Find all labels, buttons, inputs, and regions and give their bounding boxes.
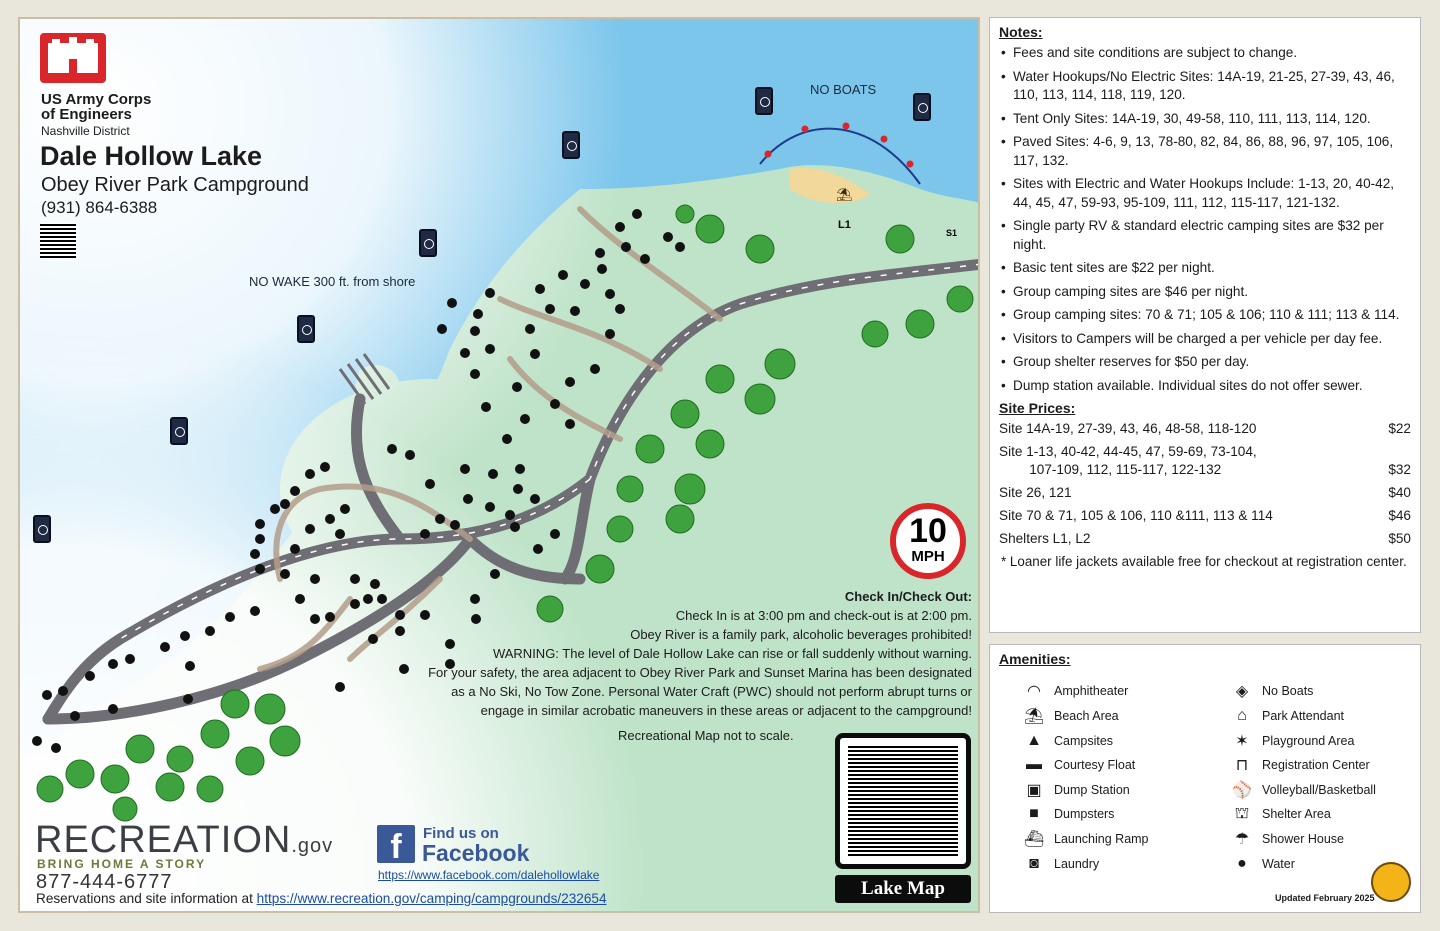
price-label: Site 14A-19, 27-39, 43, 46, 48-58, 118-120: [999, 421, 1257, 436]
note-item: • Tent Only Sites: 14A-19, 30, 49-58, 110, 111, 113, 114, 120.: [999, 110, 1411, 129]
notes-list: [999, 44, 1411, 395]
amenity-label: Playground Area: [1262, 734, 1355, 748]
amenity-item: [1014, 706, 1119, 726]
info-line: Obey River is a family park, alcoholic beverages prohibited!: [630, 627, 972, 642]
playground-icon: ✶: [1235, 733, 1249, 750]
speed-limit-number: 10: [909, 512, 947, 550]
amenity-item: [1014, 755, 1135, 775]
amenity-item: [1014, 681, 1128, 701]
amenity-label: Amphitheater: [1054, 684, 1129, 698]
speed-limit-unit: MPH: [911, 548, 945, 565]
rec-phone: 877-444-6777: [36, 871, 173, 893]
note-item: • Single party RV & standard electric camping sites are $32 per night.: [999, 217, 1411, 254]
amenity-item: [1222, 681, 1313, 701]
note-item: • Visitors to Campers will be charged a per vehicle per day fee.: [999, 330, 1411, 349]
note-item: • Basic tent sites are $22 per night.: [999, 259, 1411, 278]
campground-map: [18, 17, 980, 913]
facebook-icon[interactable]: f: [377, 825, 415, 863]
facebook-name: Facebook: [422, 840, 530, 866]
note-item: • Group camping sites: 70 & 71; 105 & 106; 110 & 111; 113 & 114.: [999, 306, 1411, 325]
shelter-s1-label[interactable]: S1: [946, 228, 958, 238]
price-value: $22: [1388, 421, 1411, 436]
no-wake-buoy-icon: [562, 131, 580, 159]
amenity-label: No Boats: [1262, 684, 1314, 698]
no-boats-buoy-icon: [755, 87, 773, 115]
info-block: [412, 587, 972, 720]
no-wake-buoy-icon: [33, 515, 51, 543]
amenity-label: Campsites: [1054, 734, 1114, 748]
shower-icon: ☂: [1234, 831, 1250, 848]
shelter-icon: ⛫: [1234, 805, 1250, 822]
amenity-label: Volleyball/Basketball: [1262, 783, 1376, 797]
amenity-item: [1222, 706, 1344, 726]
shelter-l1-label[interactable]: L1: [838, 219, 851, 231]
amenity-label: Dumpsters: [1054, 807, 1115, 821]
info-line: Check In is at 3:00 pm and check-out is at 2:00 pm.: [675, 608, 972, 623]
campground-title: Obey River Park Campground: [41, 174, 309, 196]
note-item: • Water Hookups/No Electric Sites: 14A-19, 21-25, 27-39, 43, 46, 110, 113, 114, 118, 119, 120.: [999, 68, 1411, 105]
prices-heading: Site Prices:: [999, 400, 1076, 416]
amenity-label: Courtesy Float: [1054, 758, 1136, 772]
volleyball-icon: ⚾: [1232, 782, 1252, 799]
park-attendant-icon: ⌂: [1237, 707, 1247, 724]
price-row: [999, 443, 1411, 479]
corps-badge-icon: [1371, 862, 1411, 902]
no-boats-buoy-icon: [913, 93, 931, 121]
usace-logo: [40, 33, 106, 83]
no-wake-buoy-icon: [170, 417, 188, 445]
note-item: • Group shelter reserves for $50 per day.: [999, 353, 1411, 372]
price-label: Site 70 & 71, 105 & 106, 110 &111, 113 & 114: [999, 508, 1273, 523]
launching-ramp-icon: ⛴: [1023, 831, 1045, 848]
amenity-item: [1014, 804, 1114, 824]
amenity-label: Shelter Area: [1262, 807, 1331, 821]
speed-limit-sign: [890, 503, 966, 579]
no-boats-label: NO BOATS: [810, 82, 877, 97]
campground-phone: (931) 864-6388: [41, 198, 158, 217]
beach-icon[interactable]: ⛱: [836, 187, 853, 202]
info-line: For your safety, the area adjacent to Obey River Park and Sunset Marina has been designated: [428, 665, 972, 680]
recreation-gov-logo: [35, 819, 333, 862]
lake-title: Dale Hollow Lake: [40, 141, 263, 171]
courtesy-float-icon: ▬: [1026, 756, 1042, 773]
lake-map-qr[interactable]: [835, 733, 971, 869]
registration-icon: ⊓: [1235, 757, 1249, 774]
amenity-item: [1014, 731, 1113, 751]
amenity-item: [1222, 804, 1331, 824]
amenity-item: [1014, 780, 1130, 800]
campsite-icon: ▲: [1026, 732, 1042, 749]
dump-station-icon: ▣: [1026, 782, 1042, 799]
reservations-link[interactable]: https://www.recreation.gov/camping/campgrounds/232654: [256, 891, 607, 906]
price-label: Site 1-13, 40-42, 44-45, 47, 59-69, 73-104, 107-109, 112, 115-117, 122-132: [999, 444, 1257, 477]
no-wake-label: NO WAKE 300 ft. from shore: [249, 274, 416, 289]
amphitheater-icon: ◠: [1027, 683, 1041, 700]
not-to-scale-note: Recreational Map not to scale.: [618, 728, 794, 743]
no-wake-buoy-icon: [297, 315, 315, 343]
amenity-label: Launching Ramp: [1054, 832, 1149, 846]
info-line: WARNING: The level of Dale Hollow Lake can rise or fall suddenly without warning.: [492, 646, 972, 661]
water-icon: ●: [1237, 855, 1247, 872]
updated-date: Updated February 2025: [1275, 893, 1375, 903]
note-item: • Dump station available. Individual sites do not offer sewer.: [999, 377, 1411, 396]
amenity-item: [1222, 755, 1370, 775]
amenity-label: Shower House: [1262, 832, 1344, 846]
facebook-find-label: Find us on: [423, 825, 499, 842]
no-boats-icon: ◈: [1235, 683, 1249, 700]
price-value: $50: [1388, 531, 1411, 546]
amenities-heading: Amenities:: [999, 651, 1071, 667]
amenity-item: [1014, 829, 1149, 849]
note-item: • Group camping sites are $46 per night.: [999, 283, 1411, 302]
amenity-item: [1222, 780, 1376, 800]
info-line: as a No Ski, No Tow Zone. Personal Water Craft (PWC) should not perform abrupt turns or: [451, 684, 972, 699]
amenity-label: Water: [1262, 857, 1295, 871]
lake-map-button[interactable]: Lake Map: [835, 875, 971, 903]
price-label: Site 26, 121: [999, 485, 1072, 500]
price-label: Shelters L1, L2: [999, 531, 1091, 546]
amenity-label: Registration Center: [1262, 758, 1370, 772]
note-item: • Fees and site conditions are subject to change.: [999, 44, 1411, 63]
org-line1: US Army Corps: [41, 91, 152, 108]
rec-tagline: BRING HOME A STORY: [37, 857, 207, 871]
amenity-label: Beach Area: [1054, 709, 1119, 723]
laundry-icon: ◙: [1029, 855, 1039, 872]
amenity-label: Laundry: [1054, 857, 1100, 871]
amenity-item: [1222, 829, 1344, 849]
price-value: $40: [1388, 485, 1411, 500]
amenities-panel: [989, 644, 1421, 913]
price-row: [999, 420, 1411, 438]
rec-word: RECREATION: [35, 819, 292, 861]
checkin-title: Check In/Check Out:: [844, 589, 972, 604]
amenity-label: Park Attendant: [1262, 709, 1345, 723]
dumpster-icon: ■: [1029, 805, 1039, 822]
org-line2: of Engineers: [41, 106, 132, 123]
price-value: $46: [1388, 508, 1411, 523]
price-row: [999, 484, 1411, 502]
qr-code-small[interactable]: [40, 222, 76, 258]
reservations-text: [36, 891, 607, 906]
price-value: $32: [1388, 462, 1411, 477]
price-row: [999, 507, 1411, 525]
amenity-label: Dump Station: [1054, 783, 1130, 797]
reservations-prefix: Reservations and site information at: [36, 891, 257, 906]
facebook-link[interactable]: https://www.facebook.com/dalehollowlake: [378, 868, 600, 882]
district: Nashville District: [41, 124, 130, 138]
note-item: • Paved Sites: 4-6, 9, 13, 78-80, 82, 84, 86, 88, 96, 97, 105, 106, 117, 132.: [999, 133, 1411, 170]
amenity-item: [1222, 731, 1354, 751]
beach-icon: ⛱: [1023, 708, 1045, 725]
no-wake-buoy-icon: [419, 229, 437, 257]
rec-gov: .gov: [291, 835, 334, 857]
amenity-item: [1014, 854, 1099, 874]
note-item: • Sites with Electric and Water Hookups Include: 1-13, 20, 40-42, 44, 45, 47, 59-93, 95-109, 111, 112, 115-117, 121-132.: [999, 175, 1411, 212]
life-jacket-note: * Loaner life jackets available free for checkout at registration center.: [1001, 554, 1407, 569]
price-row: [999, 530, 1411, 548]
info-line: engage in similar acrobatic maneuvers in these areas or adjacent to the campground!: [480, 703, 972, 718]
notes-panel: [989, 17, 1421, 633]
amenity-item: [1222, 854, 1295, 874]
notes-heading: Notes:: [999, 24, 1043, 40]
